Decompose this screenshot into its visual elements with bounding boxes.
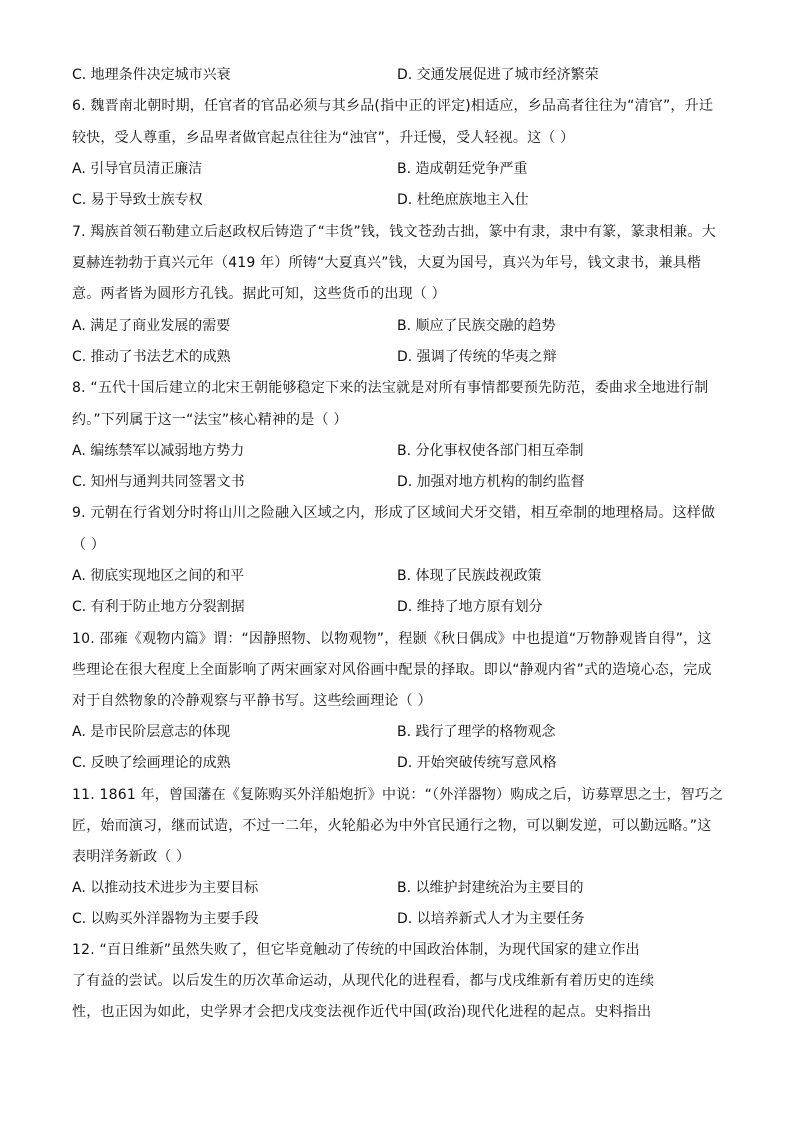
q5-option-c: C. 地理条件决定城市兴衰 <box>72 67 231 83</box>
q8-option-a: A. 编练禁军以减弱地方势力 <box>72 443 245 459</box>
q12-stem-line-3: 性，也正因为如此，史学界才会把戊戌变法视作近代中国(政治)现代化进程的起点。史料指出 <box>72 1004 652 1020</box>
q10-option-d: D. 开始突破传统写意风格 <box>397 755 557 771</box>
q10-stem-line-3: 对于自然物象的冷静观察与平静书写。这些绘画理论（ ） <box>72 693 432 709</box>
q9-option-b: B. 体现了民族歧视政策 <box>397 568 542 584</box>
q11-option-c: C. 以购买外洋器物为主要手段 <box>72 911 259 927</box>
q8-option-c: C. 知州与通判共同签署文书 <box>72 474 245 490</box>
q10-option-b: B. 践行了理学的格物观念 <box>397 724 556 740</box>
q5-option-d: D. 交通发展促进了城市经济繁荣 <box>397 67 599 83</box>
q9-option-c: C. 有利于防止地方分裂割据 <box>72 599 245 615</box>
q12-stem-line-2: 了有益的尝试。以后发生的历次革命运动，从现代化的进程看，都与戊戌维新有着历史的连续 <box>72 973 655 989</box>
q7-option-a: A. 满足了商业发展的需要 <box>72 318 231 334</box>
q7-option-b: B. 顺应了民族交融的趋势 <box>397 318 556 334</box>
q6-stem-line-2: 较快，受人尊重，乡品卑者做官起点往往为“浊官”，升迁慢，受人轻视。这（ ） <box>72 130 575 146</box>
q7-stem-line-3: 意。两者皆为圆形方孔钱。据此可知，这些货币的出现（ ） <box>72 286 446 302</box>
q12-stem-line-1: 12. “百日维新”虽然失败了，但它毕竟触动了传统的中国政治体制，为现代国家的建立作出 <box>72 942 640 958</box>
q8-stem-line-2: 约。”下列属于这一“法宝”核心精神的是（ ） <box>72 412 348 428</box>
q6-option-b: B. 造成朝廷党争严重 <box>397 161 528 177</box>
q8-stem-line-1: 8. “五代十国后建立的北宋王朝能够稳定下来的法宝就是对所有事情都要预先防范，委曲求全地进行制 <box>72 380 709 396</box>
q9-option-d: D. 维持了地方原有划分 <box>397 599 543 615</box>
q9-stem-line-2: （ ） <box>72 537 106 553</box>
q11-option-a: A. 以推动技术进步为主要目标 <box>72 880 259 896</box>
q10-stem-line-1: 10. 邵雍《观物内篇》谓：“因静照物、以物观物”，程颢《秋日偶成》中也提道“万物静观皆自得”，这 <box>72 631 712 647</box>
q7-option-d: D. 强调了传统的华夷之辩 <box>397 349 557 365</box>
q6-option-d: D. 杜绝庶族地主入仕 <box>397 192 529 208</box>
q11-stem-line-1: 11. 1861 年，曾国藩在《复陈购买外洋船炮折》中说：“（外洋器物）购成之后，访募覃思之士，智巧之 <box>72 787 724 803</box>
q11-option-d: D. 以培养新式人才为主要任务 <box>397 911 585 927</box>
q10-option-c: C. 反映了绘画理论的成熟 <box>72 755 231 771</box>
q9-stem-line-1: 9. 元朝在行省划分时将山川之险融入区域之内，形成了区域间犬牙交错，相互牵制的地理格局。这样做 <box>72 505 716 521</box>
q6-stem-line-1: 6. 魏晋南北朝时期，任官者的官品必须与其乡品(指中正的评定)相适应，乡品高者往往为“清官”，升迁 <box>72 98 714 114</box>
q11-stem-line-3: 表明洋务新政（ ） <box>72 849 191 865</box>
q8-option-d: D. 加强对地方机构的制约监督 <box>397 474 585 490</box>
q8-option-b: B. 分化事权使各部门相互牵制 <box>397 443 584 459</box>
q10-option-a: A. 是市民阶层意志的体现 <box>72 724 231 740</box>
q6-option-a: A. 引导官员清正廉洁 <box>72 161 203 177</box>
q6-option-c: C. 易于导致士族专权 <box>72 192 203 208</box>
q7-option-c: C. 推动了书法艺术的成熟 <box>72 349 231 365</box>
q7-stem-line-2: 夏赫连勃勃于真兴元年（419 年）所铸“大夏真兴”钱，大夏为国号，真兴为年号，钱文隶书，兼具楷 <box>72 255 702 271</box>
q9-option-a: A. 彻底实现地区之间的和平 <box>72 568 245 584</box>
q10-stem-line-2: 些理论在很大程度上全面影响了两宋画家对风俗画中配景的择取。即以“静观内省”式的造境心态，完成 <box>72 662 712 678</box>
q11-stem-line-2: 匠，始而演习，继而试造，不过一二年，火轮船必为中外官民通行之物，可以剿发逆，可以勤远略。”这 <box>72 818 712 834</box>
q7-stem-line-1: 7. 羯族首领石勒建立后赵政权后铸造了“丰货”钱，钱文苍劲古拙，篆中有隶，隶中有篆，篆隶相兼。大 <box>72 224 716 240</box>
q11-option-b: B. 以维护封建统治为主要目的 <box>397 880 584 896</box>
